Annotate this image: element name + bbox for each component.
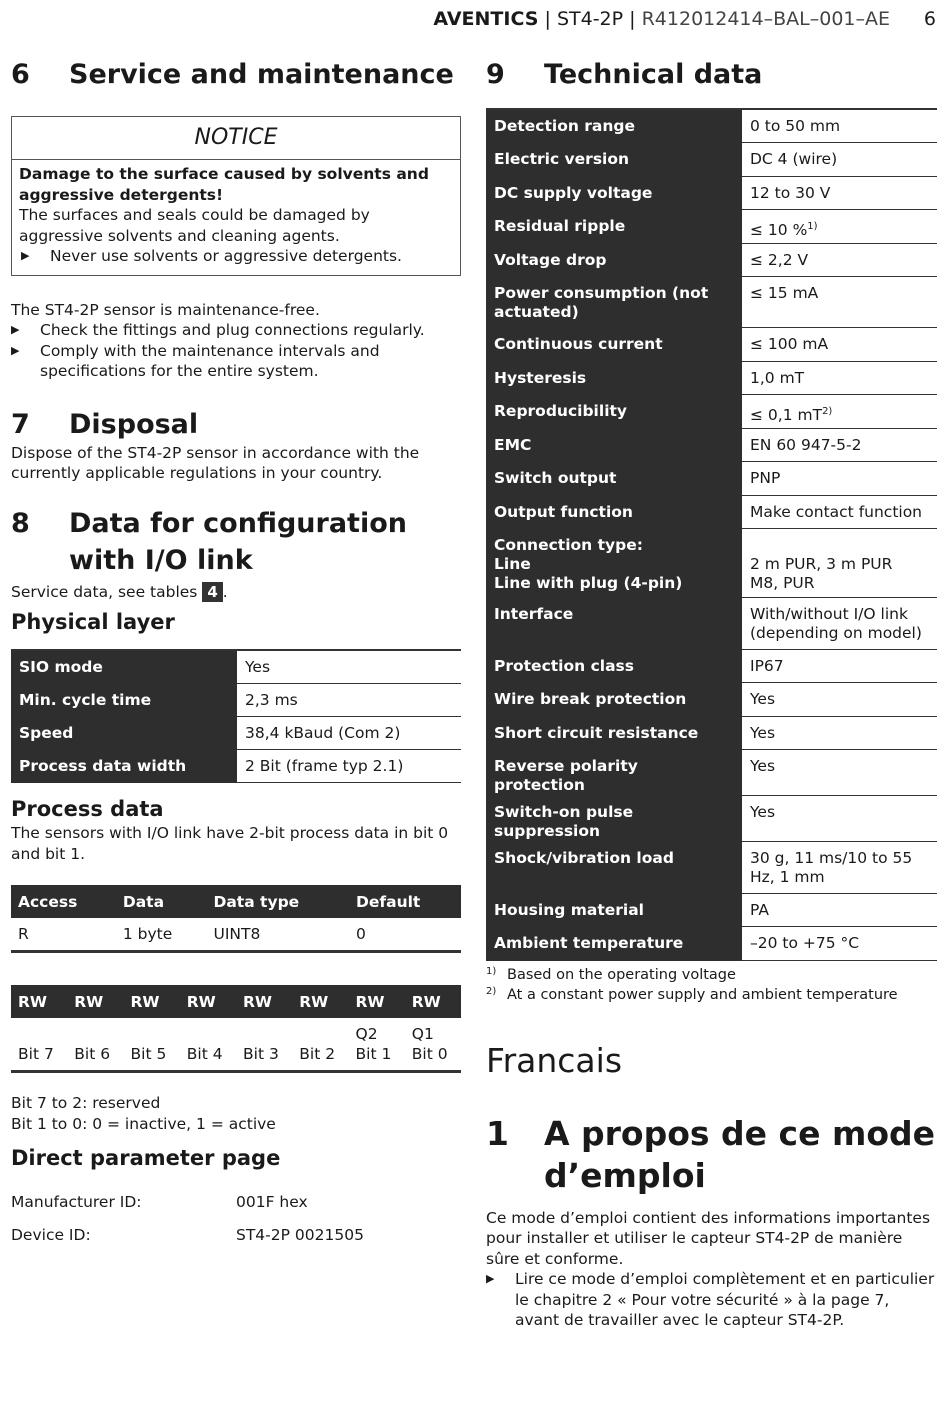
- bit-name: Bit 5: [130, 1045, 167, 1063]
- table-row: [486, 109, 937, 142]
- bit-name: Bit 7: [18, 1045, 54, 1063]
- table-cell: [405, 1018, 461, 1072]
- table-value: 12 to 30 V: [742, 176, 937, 209]
- section-8-heading: [11, 505, 461, 579]
- table-key: Ambient temperature: [486, 926, 742, 960]
- key-text: Line with plug (4-pin): [494, 573, 683, 592]
- page-header: [0, 8, 950, 38]
- table-row: [486, 327, 937, 361]
- table-cell: [124, 1018, 180, 1072]
- footnote: [486, 985, 937, 1005]
- table-cell: 1 byte: [116, 918, 207, 952]
- column-header: RW: [349, 985, 405, 1018]
- section-number: 6: [11, 59, 30, 90]
- table-value: ≤ 100 mA: [742, 327, 937, 361]
- list-item: [486, 1269, 937, 1331]
- header-separator: |: [629, 8, 636, 30]
- table-row: [11, 717, 461, 750]
- section-title: Service and maintenance: [69, 59, 454, 90]
- footnotes: [486, 965, 937, 1005]
- table-key: Housing material: [486, 893, 742, 926]
- table-cell: [67, 1018, 123, 1072]
- table-value: PA: [742, 893, 937, 926]
- table-row: [486, 841, 937, 893]
- column-header: RW: [236, 985, 292, 1018]
- section-number: 9: [486, 59, 505, 90]
- table-value: [742, 528, 937, 597]
- direct-parameter-list: [11, 1192, 461, 1245]
- list-item-text: Lire ce mode d’emploi complètement et en particulier le chapitre 2 « Pour votre sécurité » à la page 7, avant de travailler avec le capteur ST4-2P.: [515, 1270, 935, 1329]
- table-row: [486, 495, 937, 528]
- bullet-arrow-icon: ▶: [11, 343, 20, 357]
- section-title: Technical data: [544, 59, 763, 90]
- service-data-text: [11, 582, 461, 603]
- table-row: [486, 597, 937, 649]
- value-text: ≤ 10 %: [750, 220, 808, 239]
- section-title: A propos de ce mode d’emploi: [544, 1113, 936, 1195]
- table-cell: [180, 1018, 236, 1072]
- table-key: Residual ripple: [486, 209, 742, 243]
- table-row: [11, 918, 461, 952]
- column-header: Data: [116, 885, 207, 918]
- bullet-arrow-icon: ▶: [21, 249, 30, 262]
- table-value: IP67: [742, 649, 937, 682]
- section-6-heading: [11, 56, 461, 93]
- table-key: Shock/vibration load: [486, 841, 742, 893]
- list-item-text: Comply with the maintenance intervals and specifications for the entire system.: [40, 341, 380, 380]
- table-key: Hysteresis: [486, 361, 742, 394]
- table-value: Yes: [742, 795, 937, 841]
- table-value: DC 4 (wire): [742, 142, 937, 176]
- table-row: [11, 684, 461, 717]
- language-heading: Francais: [486, 1040, 623, 1080]
- notice-bold-text: Damage to the surface caused by solvents and aggressive detergents!: [19, 165, 429, 204]
- table-value: ≤ 15 mA: [742, 276, 937, 327]
- bits-note: Bit 1 to 0: 0 = inactive, 1 = active: [11, 1114, 276, 1133]
- parameter-value: 001F hex: [236, 1193, 308, 1211]
- table-value: [742, 394, 937, 428]
- table-row: [486, 394, 937, 428]
- list-item-text: Check the fittings and plug connections regularly.: [40, 321, 425, 339]
- table-key: SIO mode: [11, 650, 237, 684]
- table-row: [11, 750, 461, 783]
- table-key: Protection class: [486, 649, 742, 682]
- parameter-key: Manufacturer ID:: [11, 1193, 142, 1211]
- footnote-text: At a constant power supply and ambient temperature: [507, 986, 898, 1003]
- table-cell: [11, 1018, 67, 1072]
- table-header-row: [11, 885, 461, 918]
- right-column: [486, 56, 937, 1331]
- french-section-1-heading: [486, 1113, 937, 1197]
- process-data-text: The sensors with I/O link have 2-bit process data in bit 0 and bit 1.: [11, 824, 449, 863]
- table-value: Make contact function: [742, 495, 937, 528]
- physical-layer-heading: Physical layer: [11, 610, 175, 634]
- table-key: Voltage drop: [486, 243, 742, 276]
- table-value: Yes: [742, 682, 937, 716]
- list-item: [11, 320, 461, 341]
- table-row: [486, 926, 937, 960]
- list-item: [19, 246, 452, 267]
- column-header: Access: [11, 885, 116, 918]
- table-value: Yes: [742, 716, 937, 749]
- bit-label: Q1: [411, 1025, 434, 1043]
- list-item: [11, 1192, 461, 1212]
- section-title: Disposal: [69, 408, 199, 440]
- bit-name: Bit 0: [411, 1045, 448, 1063]
- table-cell: [292, 1018, 348, 1072]
- table-reference-badge: 4: [202, 582, 222, 602]
- table-cell: 0: [349, 918, 461, 952]
- disposal-text: Dispose of the ST4-2P sensor in accordance with the currently applicable regulations in your country.: [11, 443, 420, 482]
- section-7-heading: [11, 406, 461, 443]
- column-header: RW: [124, 985, 180, 1018]
- key-text: Line: [494, 554, 531, 573]
- header-separator: |: [544, 8, 551, 30]
- section-title: Data for configuration with I/O link: [69, 507, 407, 576]
- table-row: [486, 749, 937, 795]
- table-value: [742, 209, 937, 243]
- bit-name: Bit 3: [243, 1045, 279, 1063]
- table-cell: R: [11, 918, 116, 952]
- table-value: With/without I/O link (depending on model): [742, 597, 937, 649]
- footnote-marker: 1): [486, 965, 497, 977]
- table-key: Output function: [486, 495, 742, 528]
- table-key: [486, 276, 742, 327]
- table-value: –20 to +75 °C: [742, 926, 937, 960]
- bullet-arrow-icon: ▶: [11, 323, 20, 336]
- bit-label: Q2: [355, 1025, 378, 1043]
- table-row: [486, 795, 937, 841]
- table-row: [486, 209, 937, 243]
- table-row: [486, 716, 937, 749]
- table-key: Switch-on pulse suppression: [486, 795, 742, 841]
- table-row: [486, 361, 937, 394]
- section-number: 8: [11, 507, 30, 539]
- notice-text: The surfaces and seals could be damaged by aggressive solvents and cleaning agents.: [19, 206, 370, 245]
- table-header-row: [11, 985, 461, 1018]
- table-key: Speed: [11, 717, 237, 750]
- maintenance-intro: The ST4-2P sensor is maintenance-free.: [11, 300, 320, 319]
- document-number: R412012414–BAL–001–AE: [641, 8, 890, 30]
- table-value: Yes: [742, 749, 937, 795]
- footnote-ref: 1): [807, 220, 818, 232]
- table-cell: [236, 1018, 292, 1072]
- value-text: M8, PUR: [750, 573, 815, 592]
- table-value: 30 g, 11 ms/10 to 55 Hz, 1 mm: [742, 841, 937, 893]
- table-row: [486, 176, 937, 209]
- value-text: ≤ 0,1 mT: [750, 405, 823, 424]
- table-key: DC supply voltage: [486, 176, 742, 209]
- section-number: 7: [11, 408, 30, 440]
- table-row: [486, 461, 937, 495]
- column-header: RW: [67, 985, 123, 1018]
- column-header: RW: [405, 985, 461, 1018]
- parameter-key: Device ID:: [11, 1226, 91, 1244]
- service-data-end: .: [222, 582, 228, 601]
- process-data-table: [11, 885, 461, 953]
- table-key: Reverse polarity protection: [486, 749, 742, 795]
- table-row: [11, 1018, 461, 1072]
- table-row: [486, 276, 937, 327]
- table-row: [486, 243, 937, 276]
- section-9-heading: [486, 56, 937, 93]
- column-header: RW: [292, 985, 348, 1018]
- left-column: [11, 56, 461, 1245]
- table-key: Min. cycle time: [11, 684, 237, 717]
- direct-parameter-heading: Direct parameter page: [11, 1146, 281, 1170]
- table-row: [486, 893, 937, 926]
- column-header: Data type: [206, 885, 349, 918]
- french-intro-text: Ce mode d’emploi contient des informations importantes pour installer et utiliser le capteur ST4-2P de manière sûre et conforme.: [486, 1208, 931, 1268]
- service-data-label: Service data, see tables: [11, 582, 198, 601]
- table-value: Yes: [237, 650, 461, 684]
- table-key: Detection range: [486, 109, 742, 142]
- table-key: Continuous current: [486, 327, 742, 361]
- bit-name: Bit 6: [74, 1045, 111, 1063]
- list-item: [11, 341, 461, 382]
- table-key: EMC: [486, 428, 742, 461]
- notice-bullet: Never use solvents or aggressive detergents.: [50, 247, 402, 265]
- footnote-ref: 2): [822, 405, 833, 417]
- physical-layer-table: [11, 649, 461, 783]
- table-value: 0 to 50 mm: [742, 109, 937, 142]
- column-header: RW: [11, 985, 67, 1018]
- notice-box: [11, 116, 461, 276]
- table-value: 1,0 mT: [742, 361, 937, 394]
- technical-data-table: [486, 108, 937, 961]
- parameter-value: ST4-2P 0021505: [236, 1226, 364, 1244]
- table-key: Switch output: [486, 461, 742, 495]
- key-text: Power consumption (not actuated): [494, 283, 709, 321]
- table-value: 2,3 ms: [237, 684, 461, 717]
- section-number: 1: [486, 1113, 509, 1153]
- list-item: [11, 1225, 461, 1245]
- footnote: [486, 965, 937, 985]
- footnote-marker: 2): [486, 985, 497, 997]
- product-name: ST4-2P: [556, 8, 624, 30]
- table-value: EN 60 947-5-2: [742, 428, 937, 461]
- table-value: ≤ 2,2 V: [742, 243, 937, 276]
- column-header: Default: [349, 885, 461, 918]
- table-key: Short circuit resistance: [486, 716, 742, 749]
- table-row: [486, 682, 937, 716]
- table-row: [486, 428, 937, 461]
- table-key: Reproducibility: [486, 394, 742, 428]
- notice-title: NOTICE: [12, 117, 460, 160]
- table-key: Electric version: [486, 142, 742, 176]
- table-row: [486, 649, 937, 682]
- bit-name: Bit 1: [355, 1045, 392, 1063]
- bit-name: Bit 4: [186, 1045, 223, 1063]
- table-key: Interface: [486, 597, 742, 649]
- bit-assignment-table: [11, 985, 461, 1073]
- table-value: 38,4 kBaud (Com 2): [237, 717, 461, 750]
- table-row: [486, 142, 937, 176]
- table-value: 2 Bit (frame typ 2.1): [237, 750, 461, 783]
- table-row: [486, 528, 937, 597]
- page-number: 6: [923, 8, 936, 30]
- value-text: 2 m PUR, 3 m PUR: [750, 554, 893, 573]
- table-key: [486, 528, 742, 597]
- table-value: PNP: [742, 461, 937, 495]
- key-text: Connection type:: [494, 535, 643, 554]
- column-header: RW: [180, 985, 236, 1018]
- brand-name: AVENTICS: [433, 8, 539, 30]
- bullet-arrow-icon: ▶: [486, 1272, 495, 1285]
- table-key: Wire break protection: [486, 682, 742, 716]
- table-cell: [349, 1018, 405, 1072]
- process-data-heading: Process data: [11, 797, 164, 821]
- table-cell: UINT8: [206, 918, 349, 952]
- table-key: Process data width: [11, 750, 237, 783]
- bits-note: Bit 7 to 2: reserved: [11, 1094, 161, 1112]
- table-row: [11, 650, 461, 684]
- bit-name: Bit 2: [299, 1045, 336, 1063]
- footnote-text: Based on the operating voltage: [507, 966, 736, 983]
